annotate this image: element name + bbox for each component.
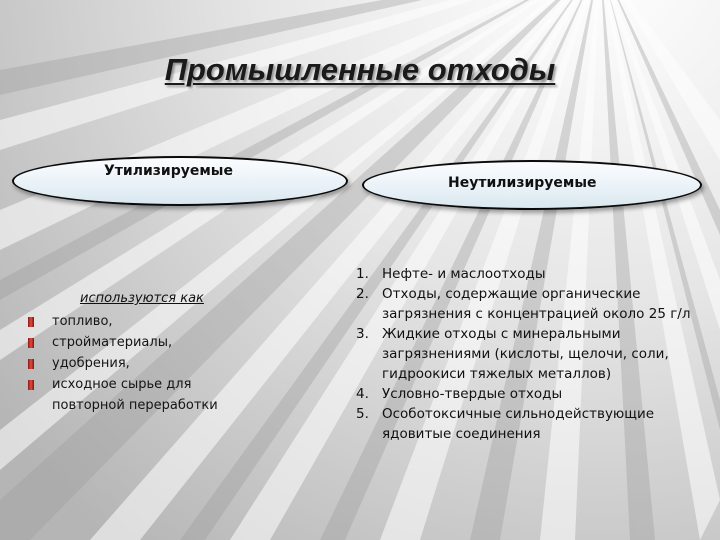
list-item: 2. Отходы, содержащие органические загрязнения с концентрацией около 25 г/л (356, 286, 691, 322)
list-item: топливо, (28, 311, 218, 332)
list-item: удобрения, (28, 353, 218, 374)
page-title: Промышленные отходы (164, 52, 556, 87)
list-item: 3. Жидкие отходы с минеральными загрязнениями (кислоты, щелочи, соли, гидроокиси тяжелых металлов) (356, 326, 669, 382)
non-utilized-list (356, 264, 690, 444)
category-label-non-utilized: Неутилизируемые (448, 175, 597, 191)
bullet-icon (28, 338, 34, 348)
bullet-icon (28, 359, 34, 369)
list-item: 4. Условно-твердые отходы (356, 386, 563, 402)
usage-heading: используются как (80, 291, 204, 306)
list-item: исходное сырье для (28, 374, 218, 395)
list-item: стройматериалы, (28, 332, 218, 353)
category-label-utilized: Утилизируемые (104, 163, 233, 179)
list-item: 5. Особотоксичные сильнодействующие ядовитые соединения (356, 406, 655, 442)
list-item: 1. Нефте- и маслоотходы (356, 266, 546, 282)
bullet-icon (28, 380, 34, 390)
list-item: повторной переработки (52, 398, 218, 413)
usage-list (28, 311, 218, 416)
bullet-icon (28, 317, 34, 327)
